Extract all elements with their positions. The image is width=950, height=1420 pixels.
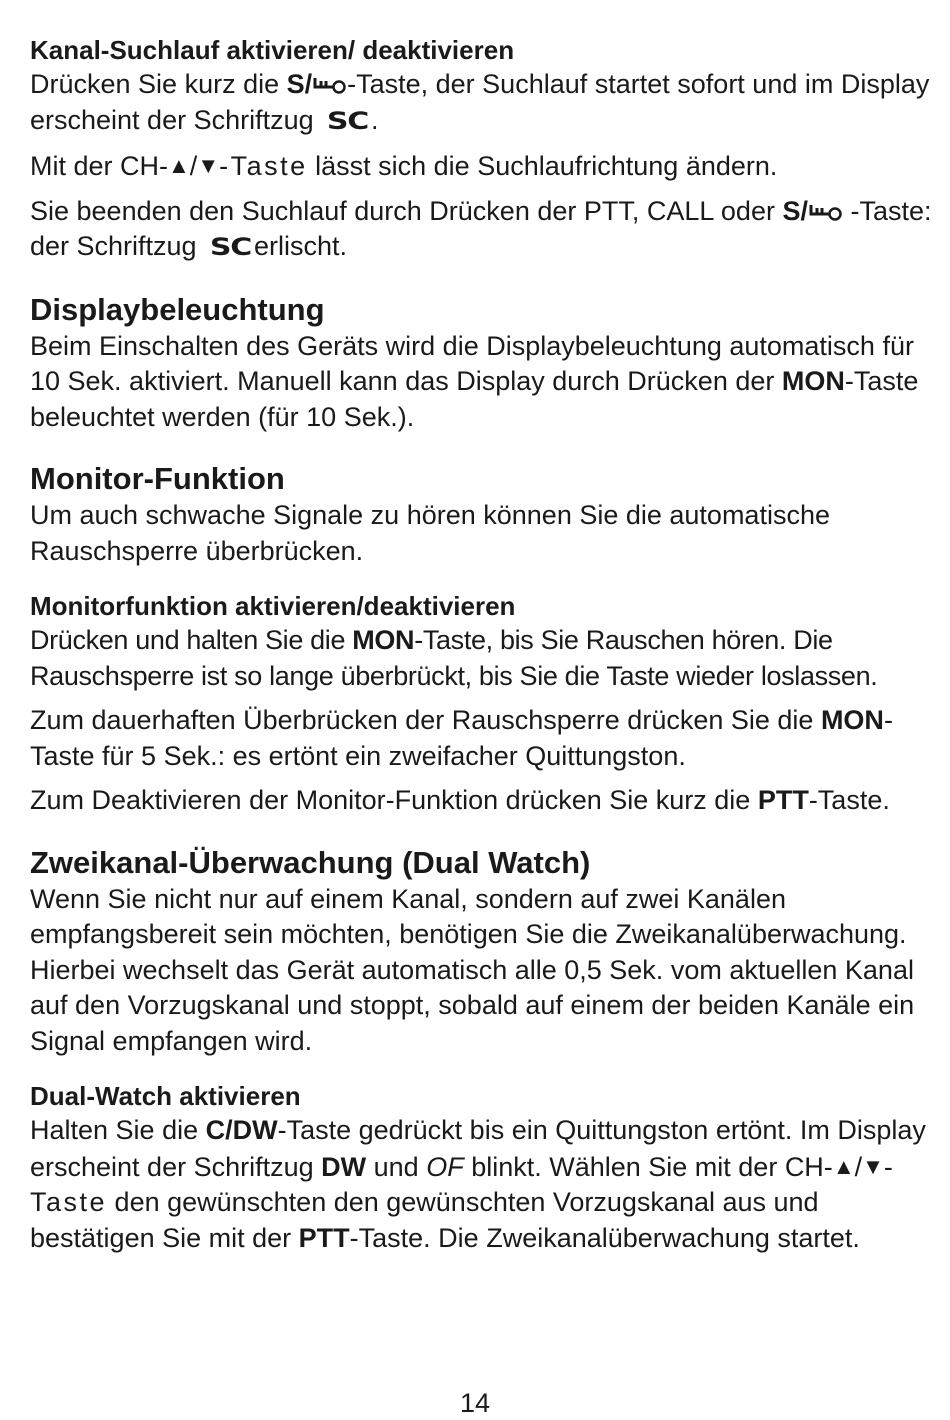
scan-display-symbol: SC <box>209 233 252 261</box>
dualwatch-paragraph-1: Wenn Sie nicht nur auf einem Kanal, sondern auf zwei Kanälen empfangsbereit sein möchten, benötigen Sie die Zweikanalüberwachung. Hierbei wechselt das Gerät automatisch alle 0,5 Sek. vom aktuellen Kanal auf den Vorzugskanal und stoppt, sobald auf einem der beiden Kanäle ein Signal empfangen wird. <box>30 883 915 1056</box>
up-arrow-icon: ▲ <box>168 153 190 178</box>
monitor-heading: Monitor-Funktion <box>30 461 285 496</box>
down-arrow-icon: ▼ <box>862 1153 884 1179</box>
dualwatch-paragraph-2: Halten Sie die C/DW-Taste gedrückt bis ein Quittungston ertönt. Im Display erscheint der Schriftzug DW und OF blinkt. Wählen Sie mit der CH-▲/▼-Taste den gewünschten den gewünschten Vorzugskanal aus und bestätigen Sie mit der PTT-Taste. Die Zweikanalüberwachung startet. <box>30 1115 926 1253</box>
monitor-paragraph-1: Um auch schwache Signale zu hören können Sie die automatische Rauschsperre überbrücken. <box>30 500 830 566</box>
monitor-paragraph-4: Zum Deaktivieren der Monitor-Funktion drücken Sie kurz die PTT-Taste. <box>30 785 890 815</box>
scan-paragraph-2: Mit der CH-▲/▼-Taste lässt sich die Suchlaufrichtung ändern. <box>30 148 935 185</box>
scan-display-symbol: SC <box>327 106 369 135</box>
monitor-paragraph-2: Drücken und halten Sie die MON-Taste, bis Sie Rauschen hören. Die Rauschsperre ist so lange überbrückt, bis Sie die Taste wieder loslassen. <box>30 625 878 691</box>
key-icon <box>809 203 843 221</box>
scan-paragraph-3: Sie beenden den Suchlauf durch Drücken der PTT, CALL oder S/ -Taste: der Schriftzug SC erlischt. <box>30 194 935 266</box>
dualwatch-heading: Zweikanal-Überwachung (Dual Watch) <box>30 844 591 880</box>
monitor-subheading: Monitorfunktion aktivieren/deaktivieren <box>30 591 516 621</box>
key-icon <box>313 76 347 94</box>
up-arrow-icon: ▲ <box>832 1153 855 1179</box>
backlight-heading: Displaybeleuchtung <box>30 291 325 327</box>
scan-paragraph-1: Drücken Sie kurz die S/ -Taste, der Suchlauf startet sofort und im Display erscheint der Schriftzug SC . <box>30 67 935 139</box>
down-arrow-icon: ▼ <box>197 153 220 178</box>
dualwatch-subheading: Dual-Watch aktivieren <box>30 1081 301 1111</box>
scan-heading: Kanal-Suchlauf aktivieren/ deaktivieren <box>30 35 515 65</box>
monitor-paragraph-3: Zum dauerhaften Überbrücken der Rauschsperre drücken Sie die MON-Taste für 5 Sek.: es ertönt ein zweifacher Quittungston. <box>30 705 893 771</box>
page-number: 14 <box>459 1388 491 1418</box>
manual-page <box>30 33 935 1256</box>
backlight-paragraph: Beim Einschalten des Geräts wird die Displaybeleuchtung automatisch für 10 Sek. aktiviert. Manuell kann das Display durch Drücken der MON-Taste beleuchtet werden (für 10 Sek.). <box>30 330 919 432</box>
